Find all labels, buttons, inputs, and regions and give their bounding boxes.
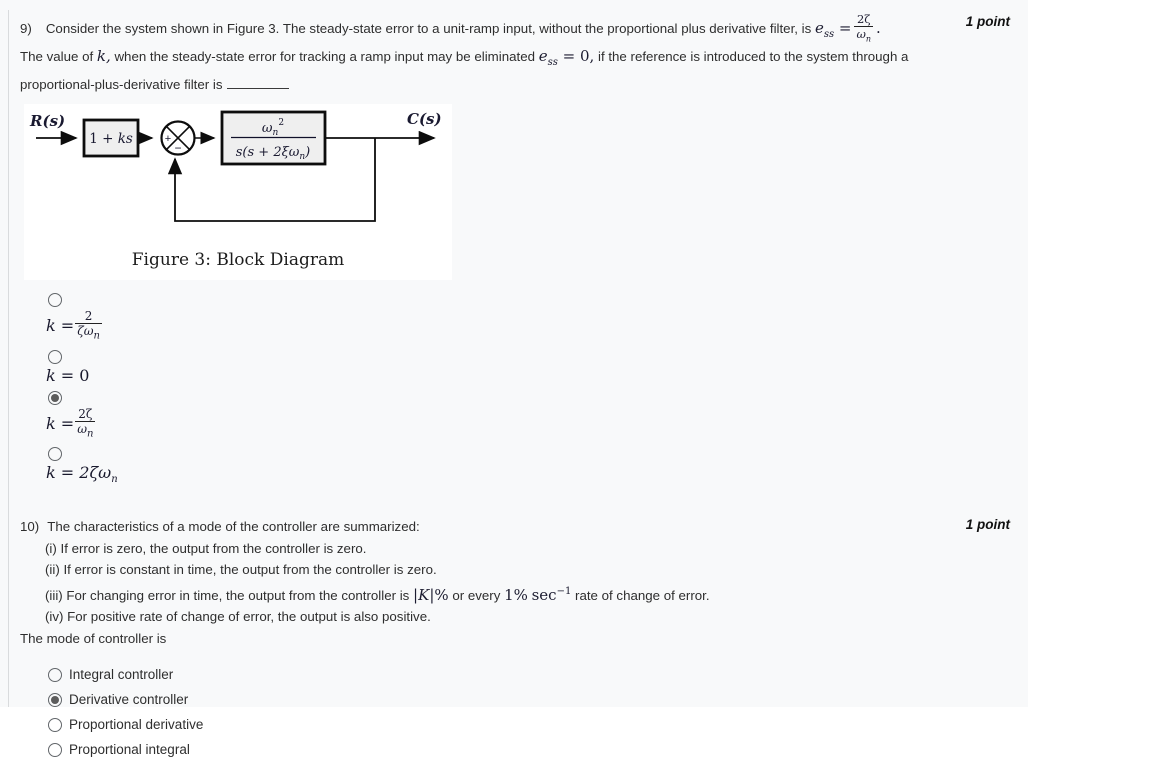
c-of-s-label: C(s) [407,110,442,129]
q10-option-2[interactable] [48,687,1020,712]
q10-item-i: (i) If error is zero, the output from the controller is zero. [45,540,367,556]
question-9-number: 9) [20,21,32,37]
q9-option-4-label: $k = 2\zeta\omega_n$ [46,463,118,486]
ess-fraction: $\frac{2\zeta}{\omega_n}$ [854,13,873,46]
question-9-line2: The value of k, when the steady-state error for tracking a ramp input may be eliminated $e_{ss} = 0$, if the reference is introduced to the system through a [20,47,909,69]
question-9-line1: 9) Consider the system shown in Figure 3. The steady-state error to a unit-ramp input, without the proportional plus derivative filter, is $e_{ss}$ = $\frac{2\zeta}{\omega_n}$ . [20,13,1020,46]
q10-option-3-label: Proportional derivative [69,717,204,733]
q9-option-2-label: k = 0 [46,365,90,385]
q10-item-iii: (iii) For changing error in time, the output from the controller is |K|% or every 1% $\sec^{-1}$ rate of change of error. [45,585,710,604]
plant-denominator: $s(s + 2\xi\omega_n)$ [235,145,311,163]
figure-3 [24,104,452,280]
block-diagram [24,104,452,246]
question-10-items [45,538,1020,628]
q10-option-4[interactable] [48,737,1020,762]
r-of-s-label: R(s) [30,112,66,131]
q10-option-1-label: Integral controller [69,667,174,683]
one-percent-math: 1% [504,585,528,604]
q10-item-iv: (iv) For positive rate of change of error, the output is also positive. [45,609,431,625]
plus-sign: + [164,133,172,146]
question-10-points: 1 point [965,517,1010,533]
question-10-number: 10) [20,519,40,535]
q10-option-4-label: Proportional integral [69,742,190,758]
pd-filter-label: 1 + ks [89,131,133,148]
q9-option-3-radio[interactable] [48,391,62,405]
question-10-options [20,662,1020,762]
q10-option-2-radio[interactable] [48,693,62,707]
q9-option-2-radio[interactable] [48,350,62,364]
q10-option-3[interactable] [48,712,1020,737]
k-percent-math: |K|% [413,585,449,604]
q9-option-1 [20,293,1020,343]
question-9-points: 1 point [965,14,1010,29]
question-9 [20,13,1020,489]
question-10 [20,516,1020,762]
q9-option-1-radio[interactable] [48,293,62,307]
q10-option-4-radio[interactable] [48,743,62,757]
q9-option-3-label: k = $\frac{2\zeta}{\omega_n}$ [46,406,94,440]
q10-option-1[interactable] [48,662,1020,687]
question-10-footer: The mode of controller is [20,630,167,646]
ess-formula: $e_{ss}$ = [814,19,852,41]
panel-left-border [8,10,9,707]
q9-option-3 [20,391,1020,441]
q9-option-4 [20,447,1020,489]
q10-option-3-radio[interactable] [48,718,62,732]
plant-numerator: $\omega_n^2$ [261,118,285,139]
minus-sign: − [174,141,182,156]
question-9-options [20,293,1020,489]
question-9-line3: proportional-plus-derivative filter is [20,74,1020,96]
q9-option-1-label: k = 2 $\zeta\omega_n$ [46,309,100,342]
q9-option-4-radio[interactable] [48,447,62,461]
q10-option-2-label: Derivative controller [69,692,189,708]
q10-item-ii: (ii) If error is constant in time, the output from the controller is zero. [45,562,437,578]
q9-option-2 [20,350,1020,385]
sec-inverse-math: $\sec^{-1}$ [531,585,572,604]
ess-zero: $e_{ss} = 0$, [538,47,595,69]
answer-blank [227,77,289,89]
q10-option-1-radio[interactable] [48,668,62,682]
figure-caption: Figure 3: Block Diagram [131,250,345,271]
question-10-title: 10) The characteristics of a mode of the controller are summarized: [20,519,420,535]
k-variable: k, [96,47,111,66]
